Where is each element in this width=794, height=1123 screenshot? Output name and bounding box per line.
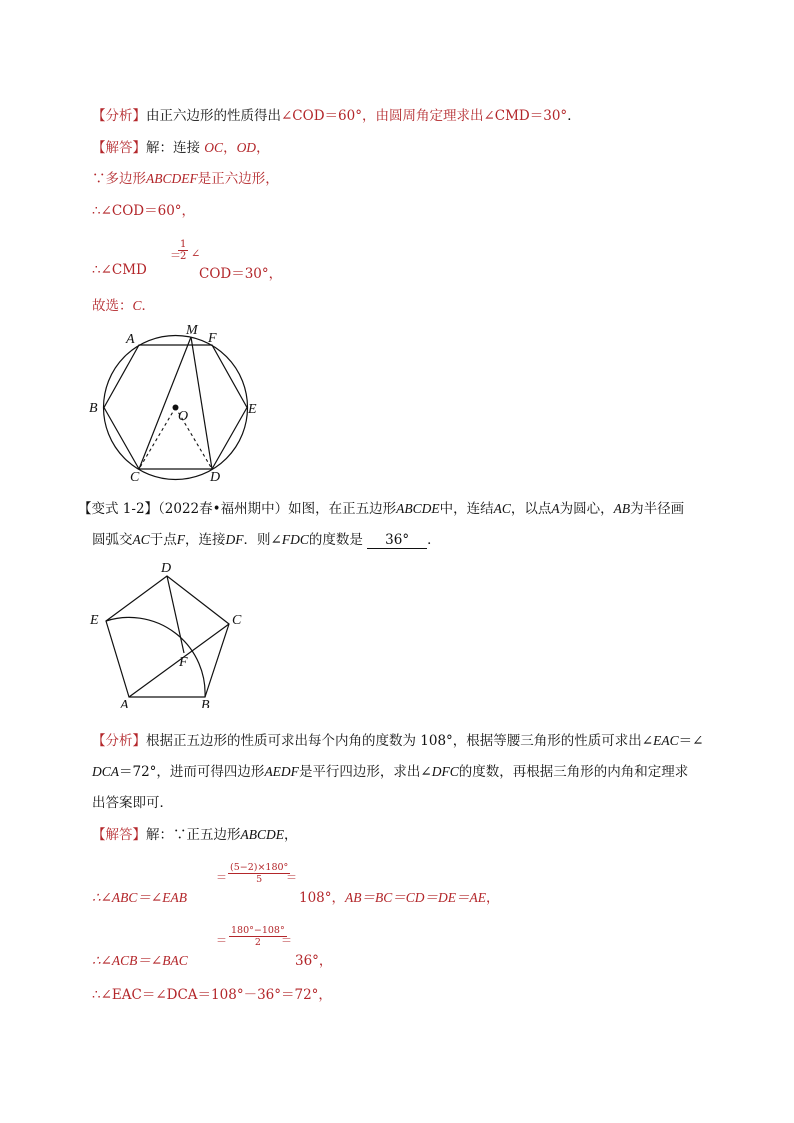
analysis2-line-3 bbox=[92, 791, 173, 811]
analysis-text: 是平行四边形，求出∠ bbox=[298, 764, 432, 780]
label-d: D bbox=[210, 470, 221, 483]
eq1-lhs-text: ∴∠ABC＝∠EAB bbox=[92, 890, 187, 905]
analysis-end: ． bbox=[567, 108, 581, 124]
segment-oc: OC bbox=[204, 140, 224, 155]
variant-text: 为半径画 bbox=[630, 501, 685, 517]
analysis2-line-1 bbox=[92, 729, 703, 749]
cmd-lhs: ∴∠CMD bbox=[92, 262, 147, 278]
analysis-text: ＝∠ bbox=[678, 733, 704, 749]
polygon-name: ABCDEF bbox=[146, 171, 198, 186]
angle-name: DCA bbox=[92, 764, 119, 779]
cod-result: ∴∠COD＝60°， bbox=[92, 203, 196, 219]
fraction-denominator: 2 bbox=[180, 251, 187, 262]
eq2-equals: ＝ bbox=[216, 934, 227, 947]
segment-name: AC bbox=[132, 532, 150, 547]
eq2-lhs-text: ∴∠ACB＝∠BAC bbox=[92, 953, 188, 968]
point-name: A bbox=[551, 501, 560, 516]
variant-text: 中，连结 bbox=[439, 501, 494, 517]
choose-label: 故选： bbox=[92, 298, 133, 314]
eq1-end: ， bbox=[486, 890, 500, 906]
variant-line-2 bbox=[92, 528, 441, 549]
eq1-value: 108°， bbox=[299, 890, 346, 906]
answer2-line-1 bbox=[92, 823, 298, 843]
variant-text: ，以点 bbox=[510, 501, 552, 517]
label-a: A bbox=[120, 698, 129, 708]
fraction-numerator: (5−2)×180° bbox=[230, 862, 289, 873]
fraction-denominator: 5 bbox=[256, 874, 263, 885]
answer-text: ， bbox=[284, 827, 298, 843]
analysis-formula: ∠CMD＝30° bbox=[483, 108, 568, 124]
angle-symbol bbox=[191, 247, 200, 260]
answer-line-2 bbox=[92, 167, 279, 187]
analysis2-line-2 bbox=[92, 760, 688, 780]
segment-name: AB bbox=[613, 501, 631, 516]
point-name: F bbox=[176, 532, 186, 547]
label-f: F bbox=[179, 655, 188, 670]
variant-text: 于点 bbox=[149, 532, 177, 548]
cmd-rhs bbox=[199, 262, 282, 282]
choose-value: C bbox=[132, 298, 142, 313]
fraction-numerator: 1 bbox=[180, 239, 187, 250]
eq1-equals: ＝ bbox=[216, 871, 227, 884]
segment-name: DF bbox=[225, 532, 244, 547]
label-b: B bbox=[201, 698, 210, 708]
comma: ， bbox=[256, 140, 270, 156]
eq2-equals-2: ＝ bbox=[281, 934, 292, 947]
angle-name: EAC bbox=[653, 733, 679, 748]
analysis-text: 根据正五边形的性质可求出每个内角的度数为 108°，根据等腰三角形的性质可求出∠ bbox=[146, 733, 654, 749]
angle-name: DFC bbox=[431, 764, 459, 779]
eq1-fraction bbox=[228, 862, 290, 885]
variant-line-1 bbox=[78, 497, 684, 517]
eq1-rhs bbox=[299, 886, 500, 906]
angle-sign: ∠ bbox=[191, 247, 201, 260]
eq1-lhs bbox=[92, 886, 187, 906]
analysis-text: ＝72°，进而可得四边形 bbox=[119, 764, 265, 780]
analysis-text: 出答案即可． bbox=[92, 795, 173, 811]
label-a: A bbox=[126, 332, 135, 347]
variant-text: 的度数是 bbox=[308, 532, 363, 548]
variant-end: ． bbox=[427, 532, 441, 548]
analysis-formula: ∠COD＝60° bbox=[281, 108, 362, 124]
pentagon-name: ABCDE bbox=[396, 501, 440, 516]
comma: ， bbox=[223, 140, 237, 156]
pentagon-name: ABCDE bbox=[240, 827, 284, 842]
segment-md bbox=[191, 337, 212, 469]
answer-line-4 bbox=[92, 262, 147, 278]
variant-text: 圆弧交 bbox=[92, 532, 133, 548]
analysis-line-1 bbox=[92, 104, 581, 124]
equals: ＝ bbox=[170, 249, 181, 262]
variant-tag: 【变式 1-2】 bbox=[78, 501, 159, 517]
pentagon bbox=[106, 576, 229, 697]
label-c: C bbox=[130, 470, 140, 483]
eq3-line bbox=[92, 983, 332, 1003]
analysis-text: 的度数，再根据三角形的内角和定理求 bbox=[458, 764, 689, 780]
because-text: ∵多边形 bbox=[92, 171, 146, 187]
label-o: O bbox=[178, 409, 189, 424]
variant-text: ．则∠ bbox=[243, 532, 282, 548]
answer-line-3 bbox=[92, 199, 195, 219]
analysis-tag: 【分析】 bbox=[92, 108, 146, 124]
eq2-value: 36°， bbox=[295, 953, 333, 969]
pentagon-figure bbox=[84, 558, 254, 708]
quad-name: AEDF bbox=[264, 764, 299, 779]
eq2-fraction bbox=[229, 925, 287, 948]
segment-oc bbox=[139, 408, 176, 470]
answer-line-1 bbox=[92, 136, 270, 156]
label-e: E bbox=[90, 613, 99, 628]
half-fraction bbox=[178, 239, 188, 262]
equal-sides: AB＝BC＝CD＝DE＝AE bbox=[345, 890, 487, 905]
analysis-tag: 【分析】 bbox=[92, 733, 146, 749]
eq1-equals-2: ＝ bbox=[286, 871, 297, 884]
answer-tag: 【解答】 bbox=[92, 140, 146, 156]
variant-text: 为圆心， bbox=[559, 501, 614, 517]
choose-end: ． bbox=[141, 298, 156, 314]
label-f: F bbox=[208, 331, 217, 346]
label-c: C bbox=[232, 613, 242, 628]
hexagon-figure bbox=[84, 318, 274, 483]
choose-line bbox=[92, 294, 155, 314]
answer-text: 解：∵正五边形 bbox=[146, 827, 241, 843]
answer-blank: 36° bbox=[367, 532, 427, 549]
fraction-numerator: 180°−108° bbox=[231, 925, 285, 936]
eq2-lhs bbox=[92, 949, 188, 969]
variant-text: （2022春•福州期中）如图，在正五边形 bbox=[158, 501, 397, 517]
label-m: M bbox=[186, 323, 198, 338]
hexagon-text: 是正六边形， bbox=[197, 171, 279, 187]
angle-name: FDC bbox=[281, 532, 309, 547]
answer-text: 解：连接 bbox=[146, 140, 200, 156]
segment-mc bbox=[139, 337, 191, 469]
analysis-text: 由正六边形的性质得出 bbox=[146, 108, 281, 124]
eq2-rhs bbox=[295, 949, 332, 969]
eq3-text: ∴∠EAC＝∠DCA＝108°－36°＝72°， bbox=[92, 987, 332, 1003]
label-d: D bbox=[161, 561, 172, 576]
analysis-text: ，由圆周角定理求出 bbox=[361, 108, 484, 124]
answer-tag: 【解答】 bbox=[92, 827, 146, 843]
label-b: B bbox=[89, 401, 98, 416]
cmd-rhs-text: COD＝30°， bbox=[199, 266, 283, 282]
arc-ef-b bbox=[106, 617, 205, 697]
variant-text: ，连接 bbox=[185, 532, 226, 548]
segment-name: AC bbox=[493, 501, 511, 516]
segment-od: OD bbox=[236, 140, 257, 155]
fraction-denominator: 2 bbox=[254, 937, 261, 948]
label-e: E bbox=[248, 402, 257, 417]
